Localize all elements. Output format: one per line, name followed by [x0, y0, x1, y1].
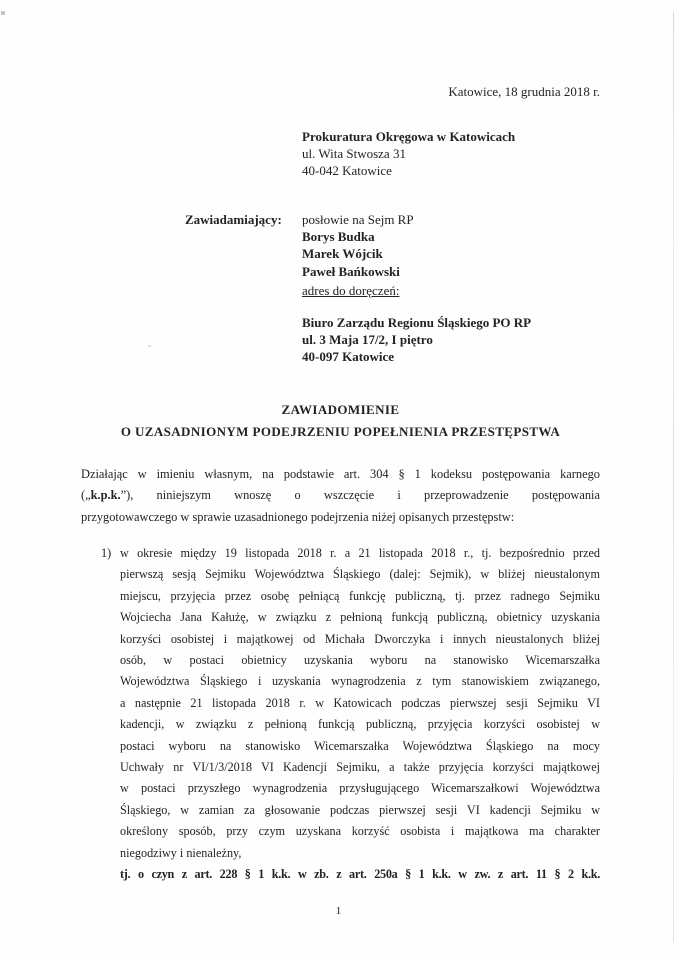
- text-line: miejscu, przyjęcia przez osobę pełniącą funkcję publiczną, tj. przez radnego Sejmiku: [120, 588, 600, 603]
- text-line: osób, w postaci obietnicy uzyskania wyboru na stanowisko Wicemarszałka: [120, 653, 600, 668]
- notifiers-row: [185, 211, 414, 228]
- text-line: pierwszą sesją Sejmiku Województwa Śląskiego (dalej: Sejmik), w bliżej nieustalonym: [120, 567, 600, 582]
- text-line: w postaci przyszłego wynagrodzenia przysługującego Wicemarszałkowi Województwa: [120, 781, 600, 796]
- scan-speck-artifact: [1, 11, 5, 15]
- text-line: określony sposób, przy czym uzyskana korzyść osobista i majątkowa ma charakter: [120, 824, 600, 839]
- text-line: Paweł Bańkowski: [302, 263, 400, 279]
- text-line: Uchwały nr VI/1/3/2018 VI Kadencji Sejmiku, a także przyjęcia korzyści majątkowej: [120, 760, 600, 775]
- notifiers-block: [185, 211, 414, 280]
- intro-paragraph: [81, 464, 600, 528]
- text-line: Wojciecha Jana Kałużę, w związku z pełnioną funkcją publiczną, obietnicy uzyskania: [120, 610, 600, 625]
- text-line: przygotowawczego w sprawie uzasadnionego podejrzenia niżej opisanych przestępstw:: [81, 509, 515, 524]
- list-item-1: [81, 543, 600, 886]
- text-line: Działając w imieniu własnym, na podstawie art. 304 § 1 kodeksu postępowania karnego: [81, 467, 600, 481]
- text-line: a następnie 21 listopada 2018 r. w Katowicach podczas pierwszej sesji Sejmiku VI: [120, 695, 600, 710]
- text-line: niegodziwy i nienależny,: [120, 845, 242, 860]
- text-line: postaci wyboru na stanowisko Wicemarszałka Województwa Śląskiego na mocy: [120, 738, 600, 753]
- text-line: w okresie między 19 listopada 2018 r. a 21 listopada 2018 r., tj. bezpośrednio przed: [120, 546, 600, 560]
- notifiers-label: Zawiadamiający:: [185, 212, 282, 227]
- text-line: tj. o czyn z art. 228 § 1 k.k. w zb. z art. 250a § 1 k.k. w zw. z art. 11 § 2 k.k.: [120, 867, 600, 882]
- recipient-block: [302, 128, 515, 180]
- scan-edge-artifact: [673, 12, 674, 942]
- recipient-name: Prokuratura Okręgowa w Katowicach: [302, 129, 516, 144]
- text-line: Województwa Śląskiego i uzyskania wynagrodzenia z tym stanowiskiem związanego,: [120, 674, 600, 689]
- page-number: 1: [335, 905, 342, 917]
- document-title-line1: ZAWIADOMIENIE: [281, 402, 400, 417]
- text-line: ul. 3 Maja 17/2, I piętro: [302, 332, 433, 348]
- text-line: Borys Budka: [302, 229, 375, 245]
- list-item-1-marker: 1): [101, 546, 112, 560]
- notifier-names: [302, 228, 414, 280]
- text-line: („k.p.k.”), niniejszym wnoszę o wszczęcie i przeprowadzenie postępowania: [81, 488, 600, 503]
- list-item-1-body: [120, 543, 600, 886]
- notifiers-role: posłowie na Sejm RP: [302, 212, 414, 227]
- text-line: Śląskiego, w zamian za głosowanie podczas pierwszej sesji VI kadencji Sejmiku w: [120, 802, 600, 817]
- delivery-address-block: [302, 314, 531, 366]
- scan-speck-artifact: [148, 345, 151, 347]
- text-line: kadencji, w związku z pełnioną funkcją publiczną, przyjęcia korzyści osobistej w: [120, 717, 600, 732]
- text-line: Marek Wójcik: [302, 246, 383, 262]
- recipient-street: ul. Wita Stwosza 31: [302, 146, 406, 162]
- text-line: korzyści osobistej i majątkowej od Michała Dworczyka i innych nieustalonych bliżej: [120, 631, 600, 646]
- document-title: [81, 399, 600, 443]
- document-title-line2: O UZASADNIONYM PODEJRZENIU POPEŁNIENIA PRZESTĘPSTWA: [120, 424, 561, 439]
- date-line: Katowice, 18 grudnia 2018 r.: [448, 84, 600, 99]
- text-line: Biuro Zarządu Regionu Śląskiego PO RP: [302, 315, 532, 330]
- recipient-city: 40-042 Katowice: [302, 163, 392, 179]
- text-line: 40-097 Katowice: [302, 349, 395, 365]
- delivery-address-label: adres do doręczeń:: [302, 283, 400, 298]
